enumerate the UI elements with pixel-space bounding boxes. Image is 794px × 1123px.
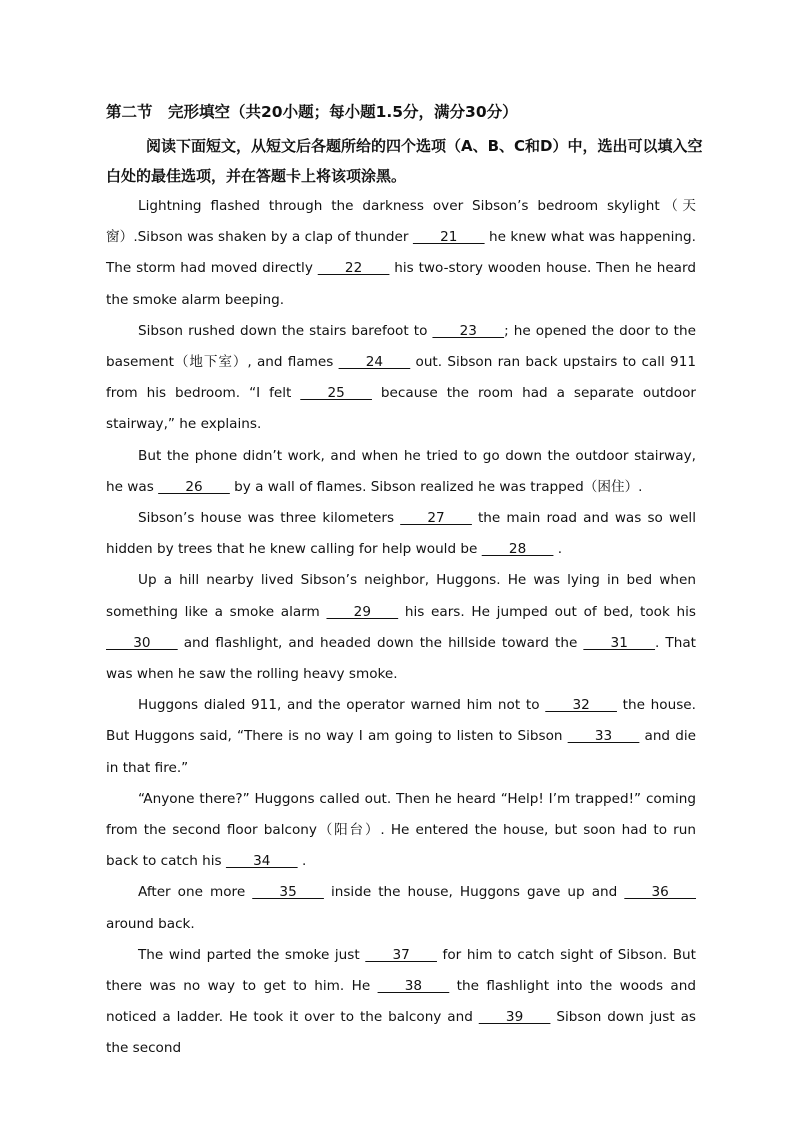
passage-text: the main road and was so well hidden by trees that he knew calling for help would be [106, 510, 696, 558]
cloze-passage [106, 191, 696, 1065]
passage-text: . That was when he saw the rolling heavy smoke. [106, 634, 696, 683]
blank-35: 35 [252, 884, 324, 901]
passage-text: Sibson’s house was three kilometers [138, 510, 401, 527]
passage-text: out. Sibson ran back upstairs to call 911 from his bedroom. “I felt [106, 354, 696, 402]
passage-text: The wind parted the smoke just [138, 946, 366, 963]
blank-32: 32 [545, 697, 617, 714]
blank-34: 34 [225, 853, 298, 870]
passage-text: . [553, 541, 563, 558]
passage-paragraph [106, 690, 696, 784]
blank-25: 25 [300, 385, 372, 402]
passage-paragraph [106, 877, 696, 939]
blank-22: 22 [317, 260, 390, 277]
passage-paragraph [106, 503, 696, 565]
passage-text: . [297, 853, 307, 870]
blank-27: 27 [400, 510, 472, 527]
blank-26: 26 [158, 478, 230, 495]
passage-text: ; he opened the door to the basement（地下室）, and flames [106, 322, 696, 371]
passage-text: by a wall of flames. Sibson realized he was trapped（困住）. [229, 478, 643, 495]
passage-text: Lightning flashed through the darkness over Sibson’s bedroom skylight（天窗）.Sibson was shaken by a clap of thunder [106, 198, 696, 246]
blank-31: 31 [583, 634, 656, 651]
passage-text: for him to catch sight of Sibson. But there was no way to get to him. He [106, 946, 696, 995]
passage-text: his two-story wooden house. Then he heard the smoke alarm beeping. [106, 260, 696, 308]
blank-21: 21 [412, 229, 485, 246]
passage-text: “Anyone there?” Huggons called out. Then he heard “Help! I’m trapped!” coming from the second floor balcony（阳台）. He entered the house, but soon had to run back to catch his [106, 790, 696, 870]
passage-paragraph [106, 784, 696, 878]
passage-paragraph [106, 940, 696, 1065]
blank-28: 28 [481, 541, 554, 558]
passage-text: Sibson rushed down the stairs barefoot to [138, 322, 433, 339]
passage-text: he knew what was happening. The storm had moved directly [106, 229, 696, 277]
passage-text: the house. But Huggons said, “There is no way I am going to listen to Sibson [106, 697, 696, 745]
passage-text: because the room had a separate outdoor stairway,” he explains. [106, 385, 696, 433]
passage-paragraph [106, 191, 696, 316]
passage-text: Up a hill nearby lived Sibson’s neighbor, Huggons. He was lying in bed when something like a smoke alarm [106, 572, 696, 620]
passage-paragraph [106, 316, 696, 441]
passage-text: and flashlight, and headed down the hillside toward the [177, 634, 584, 651]
passage-text: his ears. He jumped out of bed, took his [398, 603, 696, 620]
blank-29: 29 [326, 603, 399, 620]
passage-paragraph [106, 565, 696, 690]
passage-text: But the phone didn’t work, and when he tried to go down the outdoor stairway, he was [106, 447, 696, 495]
blank-36: 36 [624, 884, 696, 901]
blank-33: 33 [567, 728, 640, 745]
blank-30: 30 [106, 634, 178, 651]
blank-23: 23 [432, 322, 505, 339]
blank-37: 37 [365, 946, 437, 963]
passage-text: After one more [138, 884, 253, 901]
passage-paragraph [106, 441, 696, 503]
section-heading: 第二节 完形填空（共20小题；每小题1.5分，满分30分） [106, 103, 518, 121]
instructions-text: 阅读下面短文，从短文后各题所给的四个选项（A、B、C和D）中，选出可以填入空白处的最佳选项，并在答题卡上将该项涂黑。 [106, 137, 703, 185]
blank-24: 24 [338, 354, 411, 371]
passage-text: Sibson down just as the second [106, 1009, 696, 1057]
passage-text: around back. [106, 915, 195, 932]
blank-38: 38 [377, 978, 450, 995]
passage-text: inside the house, Huggons gave up and [323, 884, 625, 901]
passage-text: and die in that fire.” [106, 728, 696, 776]
passage-text: the flashlight into the woods and noticed a ladder. He took it over to the balcony and [106, 978, 697, 1026]
passage-text: Huggons dialed 911, and the operator warned him not to [138, 697, 546, 714]
blank-39: 39 [478, 1009, 551, 1026]
